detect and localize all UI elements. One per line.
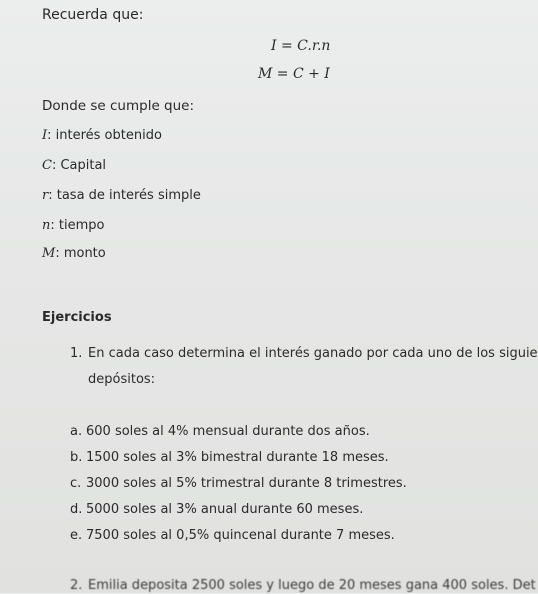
item-letter: a. [70,424,83,439]
recuerda-heading: Recuerda que: [42,7,144,23]
exercise-item-b [70,450,389,466]
symbol: C [42,158,52,173]
item-letter: e. [70,528,83,543]
item-letter: c. [70,476,82,491]
exercise-text: En cada caso determina el interés ganado por cada uno de los siguie [88,346,538,361]
symbol: M [42,246,56,261]
definitions-title: Donde se cumple que: [42,98,195,114]
definition-text: : tiempo [50,218,105,233]
formula-amount: M = C + I [258,66,330,82]
exercises-title: Ejercicios [42,310,112,325]
item-text: 600 soles al 4% mensual durante dos años. [86,424,370,439]
exercise-number: 2. [70,578,83,593]
symbol: n [42,218,51,233]
item-letter: b. [70,450,83,465]
exercise-number: 1. [70,346,83,361]
definition-text: : tasa de interés simple [48,188,201,203]
exercise-text: Emilia deposita 2500 soles y luego de 20 meses gana 400 soles. Det [88,578,536,593]
item-text: 5000 soles al 3% anual durante 60 meses. [86,502,364,517]
item-text: 3000 soles al 5% trimestral durante 8 trimestres. [86,476,407,491]
formula-interest: I = C.r.n [271,38,331,54]
definition-text: : interés obtenido [47,128,162,143]
exercise-item-e [70,528,395,544]
exercise-item-c [70,476,407,492]
exercise-item-d [70,502,363,518]
definition-capital [42,158,106,174]
definition-interest [42,128,162,144]
item-text: 7500 soles al 0,5% quincenal durante 7 meses. [86,528,395,543]
definition-text: : monto [55,246,106,261]
definition-time [42,218,104,234]
definition-rate [42,188,201,204]
item-letter: d. [70,502,83,517]
symbol: r [42,188,49,203]
symbol: I [42,128,48,143]
exercise-1-line1 [70,346,538,362]
exercise-item-a [70,424,370,440]
exercise-1-line2: depósitos: [88,372,156,387]
item-text: 1500 soles al 3% bimestral durante 18 meses. [86,450,389,465]
definition-amount [42,246,106,262]
exercise-2-line [70,578,536,594]
definition-text: : Capital [51,158,107,173]
